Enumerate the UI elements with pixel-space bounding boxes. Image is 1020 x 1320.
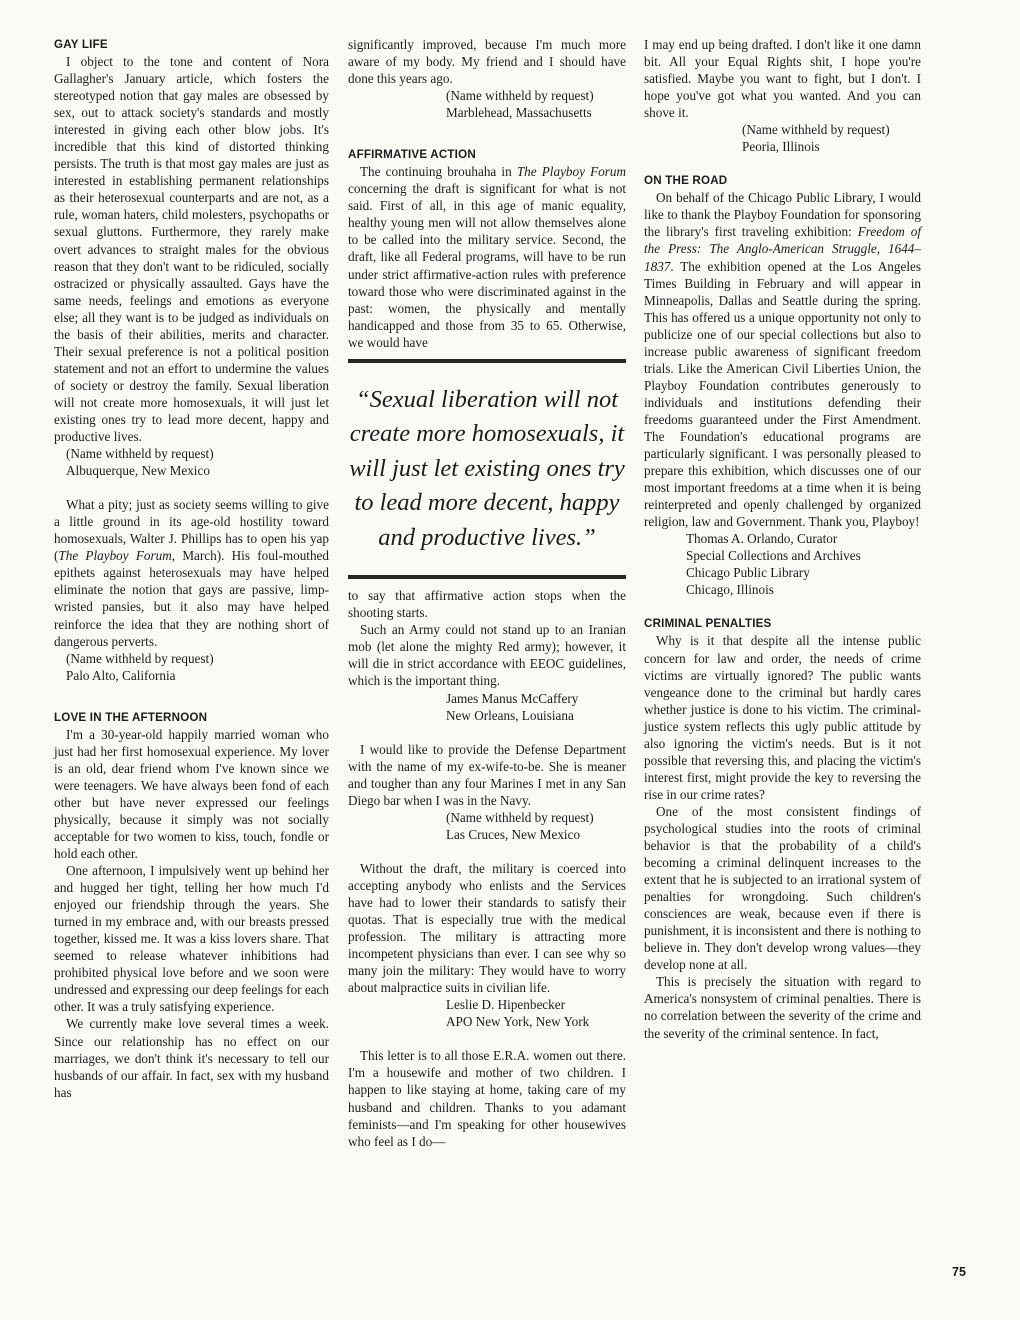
letter-signature-name: (Name withheld by request) bbox=[742, 122, 890, 138]
letter-signature-place: Chicago, Illinois bbox=[686, 582, 774, 598]
letter-body: I would like to provide the Defense Department with the name of my ex-wife-to-be. She is meaner and tougher than any four Marines I met in any San Diego bar when I was in the Navy. bbox=[348, 741, 626, 808]
letter-signature-place: Las Cruces, New Mexico bbox=[446, 826, 581, 842]
letter-body: The continuing brouhaha in The Playboy Forum concerning the draft is significant for what is not said. First of all, in this age of manic equality, healthy young men will not allow themselves alone to be called into the military service. Second, the draft, like all Federal programs, will have to be run under strict affirmative-action rules with preference toward those who were discriminated against in the past: women, the physically and mentally handicapped and those from 35 to 65. Otherwise, we would have bbox=[348, 164, 627, 350]
section-heading-affirmative-action: AFFIRMATIVE ACTION bbox=[348, 148, 476, 162]
pull-quote-text: “Sexual liberation will not create more homosexuals, it will just let existing ones try to lead more decent, happy and productive lives.” bbox=[349, 385, 625, 551]
letter-signature-place: Albuquerque, New Mexico bbox=[66, 463, 210, 479]
letter-signature-name: (Name withheld by request) bbox=[66, 650, 214, 666]
section-heading-love-in-the-afternoon: LOVE IN THE AFTERNOON bbox=[54, 710, 208, 724]
section-heading-criminal-penalties: CRIMINAL PENALTIES bbox=[644, 617, 772, 631]
letter-body: I object to the tone and content of Nora Gallagher's January article, which fosters the stereotyped notion that gay males are obsessed by sex, out to attack society's standards and mostly interested in giving each other blow jobs. It's incredible that this kind of distorted thinking persists. The truth is that most gay males are just as interested in establishing permanent relationships as their heterosexual counterparts and are not, as a rule, woman haters, child molesters, psychopaths or sexual gluttons. Furthermore, they rarely make overt advances to straight males for the obvious reason that they don't want to be ridiculed, socially ostracized or physically assaulted. Gays have the same needs, feelings and emotions as everyone else; all they want is to be judged as individuals on the basis of their abilities, merits and character. Their sexual preference is not a political position statement and not an effort to undermine the values of society or destroy the family. Sexual liberation will not create more homosexuals, it will just let existing ones try to lead more decent, happy and productive lives. bbox=[54, 54, 329, 445]
letter-signature-place: Marblehead, Massachusetts bbox=[446, 105, 592, 121]
letter-signature-place: Palo Alto, California bbox=[66, 667, 176, 683]
letter-signature-place: New Orleans, Louisiana bbox=[446, 707, 574, 723]
letter-body: Such an Army could not stand up to an Iranian mob (let alone the mighty Red army); however, it will die in strict accordance with EEOC guidelines, which is the important thing. bbox=[348, 622, 626, 689]
letter-signature-name: (Name withheld by request) bbox=[446, 88, 594, 104]
section-heading-on-the-road: ON THE ROAD bbox=[644, 174, 728, 188]
pull-quote-bottom-rule bbox=[348, 575, 626, 579]
column-3 bbox=[644, 36, 921, 1042]
page-number: 75 bbox=[952, 1265, 966, 1279]
letter-body-continued: to say that affirmative action stops when the shooting starts. bbox=[348, 588, 626, 621]
letter-body-continued: significantly improved, because I'm much more aware of my body. My friend and I should have done this years ago. bbox=[348, 37, 626, 87]
letter-signature-place: Peoria, Illinois bbox=[742, 139, 820, 155]
letter-body: This is precisely the situation with regard to America's nonsystem of criminal penalties. There is no correlation between the severity of the crime and the severity of the criminal sentence. In fact, bbox=[644, 974, 921, 1041]
letter-body-continued: I may end up being drafted. I don't like it one damn bit. All your Equal Rights shit, I hope you're satisfied. Maybe you want to fight, but I don't. I hope you've got what you wanted. And you can shove it. bbox=[644, 37, 921, 121]
letter-body: Why is it that despite all the intense public concern for law and order, the needs of crime victims are virtually ignored? The public wants vengeance done to the criminal but hardly cares whether justice is done to his victim. The criminal-justice system reflects this ugly public attitude by also ignoring the victim's needs. But is it not possible that reversing this, and placing the victim's interest first, might provide the key to reversing the rise in our crime rates? bbox=[644, 633, 921, 802]
letter-body: This letter is to all those E.R.A. women out there. I'm a housewife and mother of two children. I happen to like staying at home, taking care of my husband and children. Thanks to you adamant feminists—and I'm speaking for other housewives who feel as I do— bbox=[348, 1048, 626, 1149]
letter-body: Without the draft, the military is coerced into accepting anybody who enlists and the Services have had to lower their standards to satisfy their quotas. That is especially true with the medical profession. The military is attracting more incompetent physicians than ever. I can see why so many join the military: They would have to worry about malpractice suits in civilian life. bbox=[348, 860, 626, 996]
letter-signature-place: APO New York, New York bbox=[446, 1014, 590, 1030]
letter-signature-name: (Name withheld by request) bbox=[446, 809, 594, 825]
letter-signature-name: Leslie D. Hipenbecker bbox=[446, 997, 566, 1013]
letter-body: What a pity; just as society seems willing to give a little ground in its age-old hostility toward homosexuals, Walter J. Phillips has to open his yap (The Playboy Forum, March). His foul-mouthed epithets against heterosexuals may have helped eliminate the notion that gays are passive, limp-wristed pansies, but it also may have helped reinforce the idea that they are nothing short of dangerous perverts. bbox=[54, 497, 330, 649]
letter-body: I'm a 30-year-old happily married woman who just had her first homosexual experience. My lover is an old, dear friend whom I've known since we were teenagers. We have always been fond of each other but have never expressed our feelings physically, because it simply was not socially acceptable for two women to kiss, touch, fondle or hold each other. bbox=[54, 726, 329, 862]
letter-body: One afternoon, I impulsively went up behind her and hugged her tight, telling her how much I'd enjoyed our friendship through the years. She turned in my embrace and, with our breasts pressed together, kissed me. It was a kiss lovers share. That seemed to release whatever inhibitions had prohibited physical love before and we soon were undressed and expressing our deep feelings for each other. It was a truly satisfying experience. bbox=[54, 863, 330, 1015]
letter-body: One of the most consistent findings of psychological studies into the roots of criminal behavior is that the probability of a child's becoming a criminal delinquent increases to the extent that he is subjected to an irrational system of penalties for wrongdoing. Such children's consciences are weak, because even if there is punishment, it is inconsistent and there is nothing to believe in. They don't develop wrong values—they develop none at all. bbox=[644, 803, 921, 973]
letter-signature-name: James Manus McCaffery bbox=[446, 690, 579, 706]
section-heading-gay-life: GAY LIFE bbox=[54, 38, 108, 51]
letter-body: We currently make love several times a week. Since our relationship has no effect on our marriages, we don't think it's necessary to tell our husbands of our affair. In fact, sex with my husband has bbox=[54, 1016, 329, 1100]
pull-quote bbox=[348, 359, 626, 580]
column-2 bbox=[348, 36, 626, 1150]
letter-signature-name: Thomas A. Orlando, Curator bbox=[686, 531, 838, 547]
letter-signature-name: (Name withheld by request) bbox=[66, 446, 214, 462]
column-1 bbox=[54, 36, 329, 1101]
letter-signature-org: Chicago Public Library bbox=[686, 565, 810, 581]
letter-body: On behalf of the Chicago Public Library, I would like to thank the Playboy Foundation for sponsoring the library's first traveling exhibition: Freedom of the Press: The Anglo-American Struggle, 1644–1837. The exhibition opened at the Los Angeles Times Building in February and will appear in Minneapolis, Dallas and Seattle during the spring. This has offered us a unique opportunity not only to publicize one of our special collections but also to increase public awareness of significant freedom trials. Like the American Civil Liberties Union, the Playboy Foundation contributes generously to individuals and institutions defending their freedoms guaranteed under the First Amendment. The Foundation's educational programs are particularly significant. I was personally pleased to prepare this exhibition, which discusses one of our most important freedoms at a time when it is being reinterpreted and openly challenged by organized religion, law and Government. Thank you, Playboy! bbox=[644, 190, 922, 530]
letter-signature-title: Special Collections and Archives bbox=[686, 548, 861, 564]
